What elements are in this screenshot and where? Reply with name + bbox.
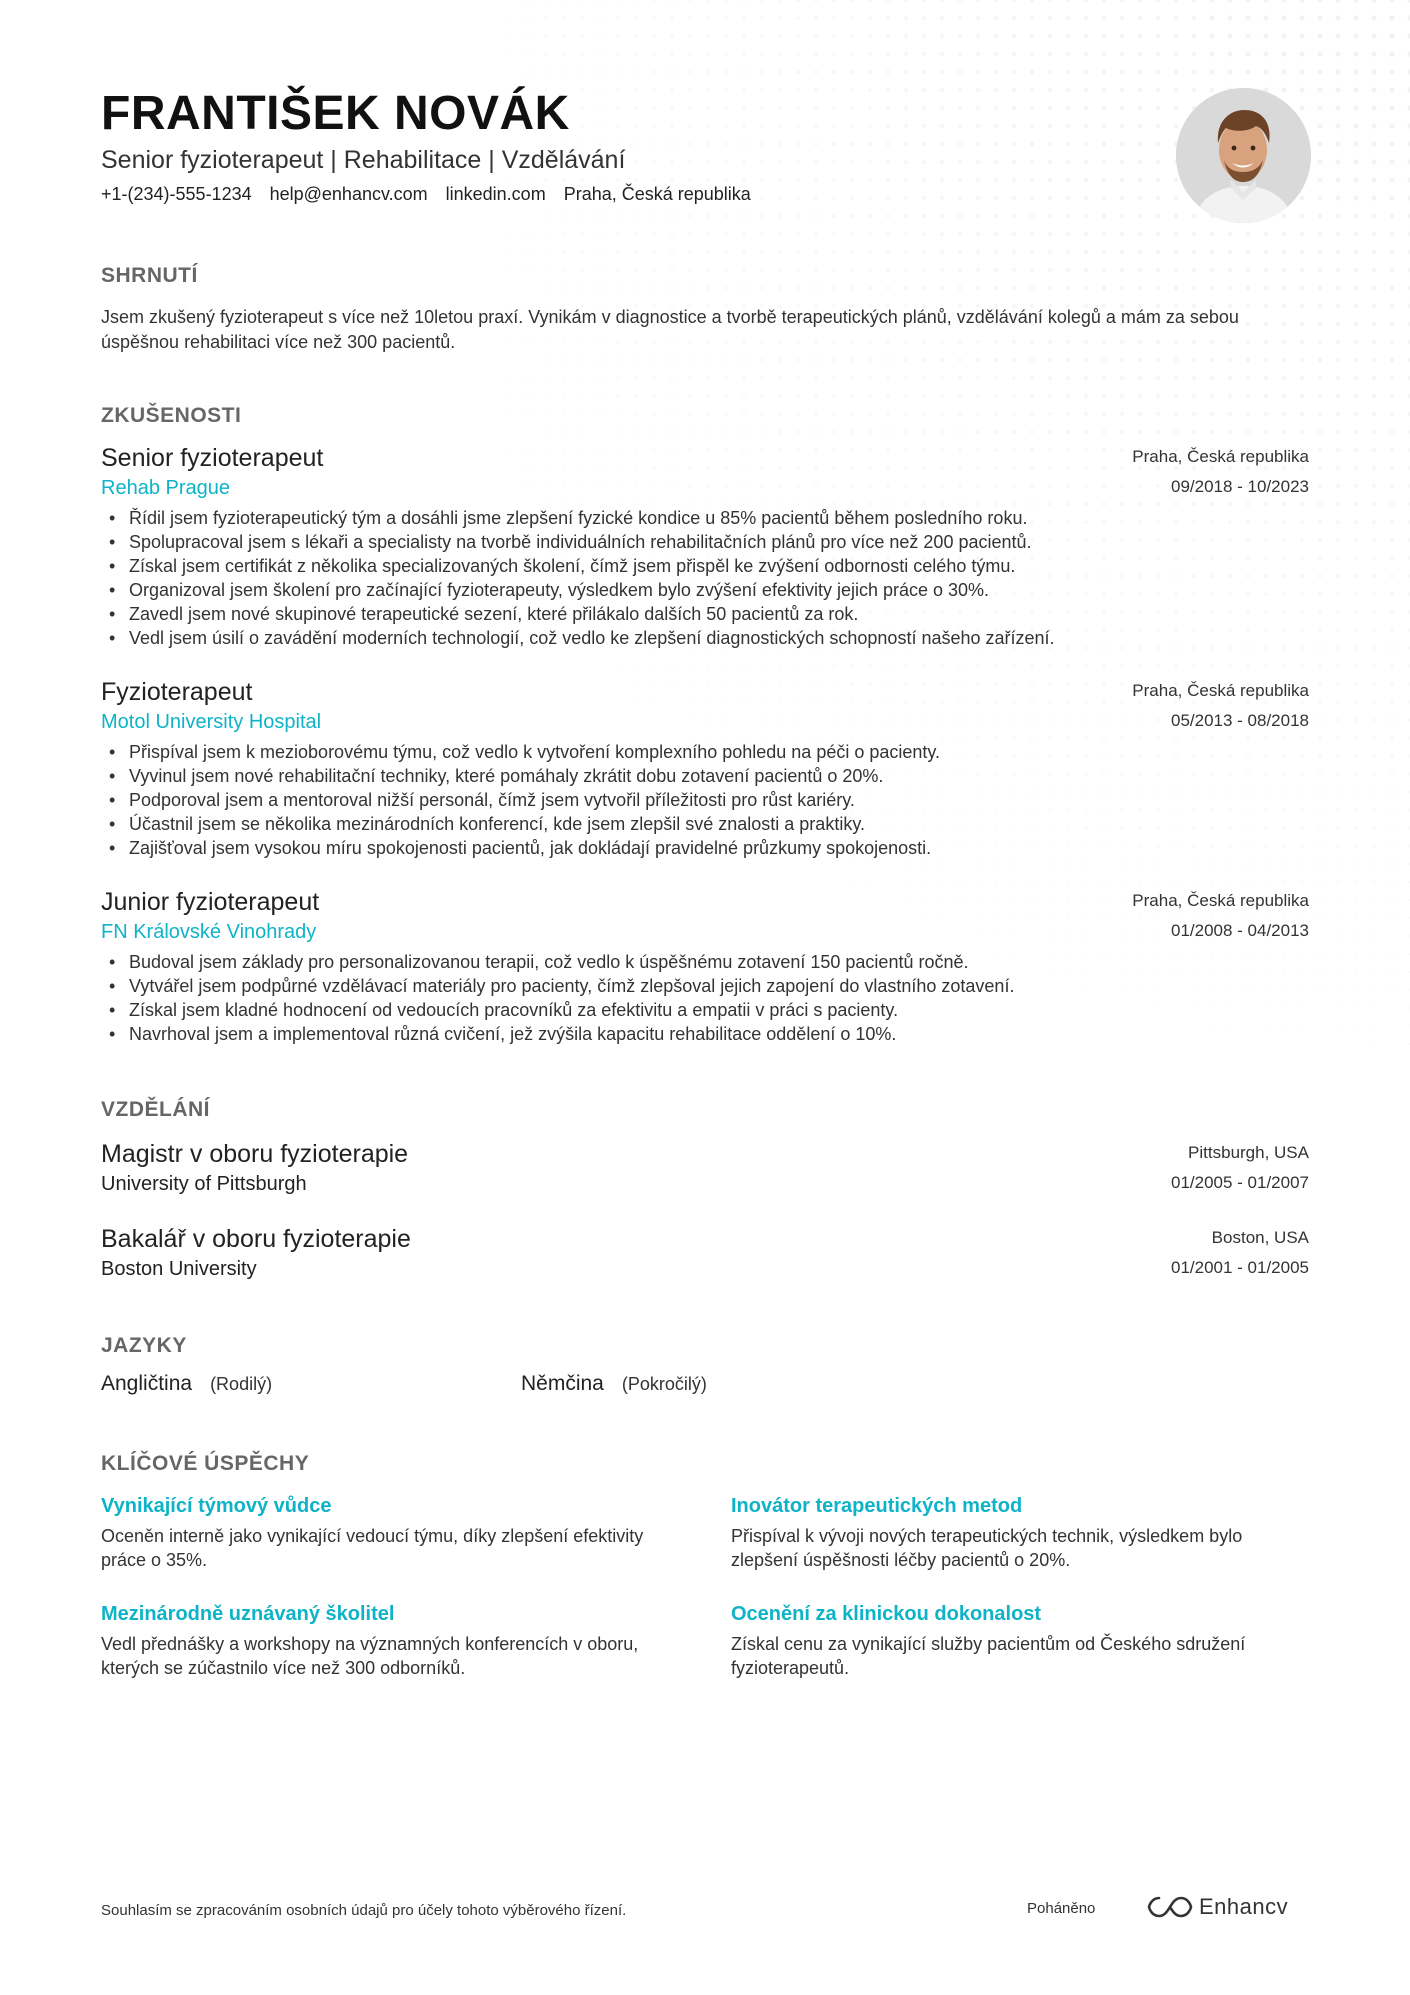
consent-note: Souhlasím se zpracováním osobních údajů pro účely tohoto výběrového řízení.: [101, 1902, 627, 1919]
powered-by-label: Poháněno: [1027, 1900, 1096, 1917]
language-level: (Pokročilý): [621, 1374, 707, 1394]
job-bullets: [101, 506, 1309, 650]
achievement-title: Mezinárodně uznávaný školitel: [101, 1603, 395, 1625]
achievement-item: [731, 1492, 1291, 1572]
location-text: Praha, Česká republika: [563, 184, 751, 204]
achievement-title: Ocenění za klinickou dokonalost: [731, 1603, 1042, 1625]
education-entry: [101, 1138, 1309, 1198]
bullet-item: • Zajišťoval jsem vysokou míru spokojenosti pacientů, jak dokládají pravidelné průzkumy spokojenosti.: [101, 836, 1309, 860]
education-heading: VZDĚLÁNÍ: [101, 1098, 210, 1121]
job-company[interactable]: Motol University Hospital: [101, 711, 322, 733]
job-bullets: [101, 740, 1309, 860]
bullet-item: • Podporoval jsem a mentoroval nižší personál, čímž jsem vytvořil příležitosti pro růst kariéry.: [101, 788, 1309, 812]
infinity-logo-icon: [1147, 1894, 1193, 1920]
bullet-item: • Spolupracoval jsem s lékaři a specialisty na tvorbě individuálních rehabilitačních plánů pro více než 200 pacientů.: [101, 530, 1309, 554]
achievement-desc: Přispíval k vývoji nových terapeutických technik, výsledkem bylo zlepšení úspěšnosti léčby pacientů o 20%.: [731, 1526, 1243, 1570]
achievement-title: Inovátor terapeutických metod: [731, 1495, 1023, 1517]
brand-name: Enhancv: [1199, 1894, 1289, 1919]
achievement-item: [101, 1492, 661, 1572]
language-item: [101, 1372, 272, 1396]
edu-meta: [1171, 1138, 1309, 1198]
job-location: Praha, Česká republika: [1132, 891, 1309, 910]
contact-row: [101, 184, 751, 205]
job-bullets: [101, 950, 1309, 1046]
job-dates: 01/2008 - 04/2013: [1170, 921, 1309, 940]
job-meta: [1132, 886, 1309, 946]
bullet-item: • Vytvářel jsem podpůrné vzdělávací materiály pro pacienty, čímž zlepšoval jejich zapojení do vlastního zotavení.: [101, 974, 1309, 998]
resume-page: [101, 0, 1309, 1995]
languages-heading: JAZYKY: [101, 1334, 187, 1357]
phone-text[interactable]: +1-(234)-555-1234: [101, 184, 252, 204]
edu-location: Boston, USA: [1211, 1228, 1309, 1247]
edu-dates: 01/2001 - 01/2005: [1170, 1258, 1309, 1277]
bullet-item: • Budoval jsem základy pro personalizovanou terapii, což vedlo k úspěšnému zotavení 150 pacientů ročně.: [101, 950, 1309, 974]
avatar: [1176, 88, 1311, 223]
summary-heading: SHRNUTÍ: [101, 264, 198, 287]
edu-school: Boston University: [101, 1258, 257, 1280]
linkedin-link[interactable]: linkedin.com: [445, 184, 546, 204]
achievement-desc: Oceněn interně jako vynikající vedoucí týmu, díky zlepšení efektivity práce o 35%.: [101, 1526, 644, 1570]
edu-location: Pittsburgh, USA: [1188, 1143, 1309, 1162]
bullet-item: • Získal jsem certifikát z několika specializovaných školení, čímž jsem přispěl ke zvýšení odbornosti celého týmu.: [101, 554, 1309, 578]
achievement-title: Vynikající týmový vůdce: [101, 1495, 332, 1517]
edu-meta: [1171, 1223, 1309, 1283]
edu-dates: 01/2005 - 01/2007: [1170, 1173, 1309, 1192]
job-location: Praha, Česká republika: [1132, 681, 1309, 700]
achievements-heading: KLÍČOVÉ ÚSPĚCHY: [101, 1452, 310, 1475]
job-entry: [101, 886, 1309, 1046]
bullet-item: • Vyvinul jsem nové rehabilitační techniky, které pomáhaly zkrátit dobu zotavení pacientů o 20%.: [101, 764, 1309, 788]
bullet-item: • Účastnil jsem se několika mezinárodních konferencí, kde jsem zlepšil své znalosti a praktiky.: [101, 812, 1309, 836]
bullet-item: • Získal jsem kladné hodnocení od vedoucích pracovníků za efektivitu a empatii v práci s pacienty.: [101, 998, 1309, 1022]
language-name: Němčina: [521, 1372, 604, 1395]
bullet-item: • Organizoval jsem školení pro začínající fyzioterapeuty, výsledkem bylo zvýšení efektivity jejich práce o 30%.: [101, 578, 1309, 602]
bullet-item: • Řídil jsem fyzioterapeutický tým a dosáhli jsme zlepšení fyzické kondice u 85% pacientů během posledního roku.: [101, 506, 1309, 530]
bullet-item: • Zavedl jsem nové skupinové terapeutické sezení, které přilákalo dalších 50 pacientů za rok.: [101, 602, 1309, 626]
email-link[interactable]: help@enhancv.com: [269, 184, 428, 204]
enhancv-logo[interactable]: [1147, 1894, 1288, 1920]
job-meta: [1132, 676, 1309, 736]
language-item: [521, 1372, 707, 1396]
candidate-name: FRANTIŠEK NOVÁK: [101, 87, 570, 140]
job-dates: 05/2013 - 08/2018: [1170, 711, 1309, 730]
achievement-item: [101, 1600, 661, 1680]
language-name: Angličtina: [101, 1372, 193, 1395]
job-entry: [101, 676, 1309, 860]
job-location: Praha, Česká republika: [1132, 447, 1309, 466]
job-company[interactable]: Rehab Prague: [101, 477, 230, 499]
job-dates: 09/2018 - 10/2023: [1170, 477, 1309, 496]
job-title: Fyzioterapeut: [101, 678, 253, 706]
education-entry: [101, 1223, 1309, 1283]
achievement-desc: Získal cenu za vynikající služby pacientům od Českého sdružení fyzioterapeutů.: [731, 1634, 1246, 1678]
candidate-headline: Senior fyzioterapeut | Rehabilitace | Vzdělávání: [101, 146, 626, 174]
edu-degree: Magistr v oboru fyzioterapie: [101, 1140, 409, 1168]
job-entry: [101, 442, 1309, 650]
experience-heading: ZKUŠENOSTI: [101, 404, 242, 427]
summary-text: Jsem zkušený fyzioterapeut s více než 10letou praxí. Vynikám v diagnostice a tvorbě terapeutických plánů, vzdělávání kolegů a mám za sebou úspěšnou rehabilitaci více než 300 pacientů.: [101, 307, 1239, 352]
job-title: Senior fyzioterapeut: [101, 444, 324, 472]
bullet-item: • Přispíval jsem k mezioborovému týmu, což vedlo k vytvoření komplexního pohledu na péči o pacienty.: [101, 740, 1309, 764]
job-title: Junior fyzioterapeut: [101, 888, 320, 916]
bullet-item: • Navrhoval jsem a implementoval různá cvičení, jež zvýšila kapacitu rehabilitace oddělení o 10%.: [101, 1022, 1309, 1046]
achievement-item: [731, 1600, 1291, 1680]
bullet-item: • Vedl jsem úsilí o zavádění moderních technologií, což vedlo ke zlepšení diagnostických schopností našeho zařízení.: [101, 626, 1309, 650]
achievement-desc: Vedl přednášky a workshopy na významných konferencích v oboru, kterých se zúčastnilo více než 300 odborníků.: [101, 1634, 639, 1678]
edu-school: University of Pittsburgh: [101, 1173, 307, 1195]
job-meta: [1132, 442, 1309, 502]
job-company[interactable]: FN Královské Vinohrady: [101, 921, 317, 943]
edu-degree: Bakalář v oboru fyzioterapie: [101, 1225, 411, 1253]
language-level: (Rodilý): [210, 1374, 273, 1394]
